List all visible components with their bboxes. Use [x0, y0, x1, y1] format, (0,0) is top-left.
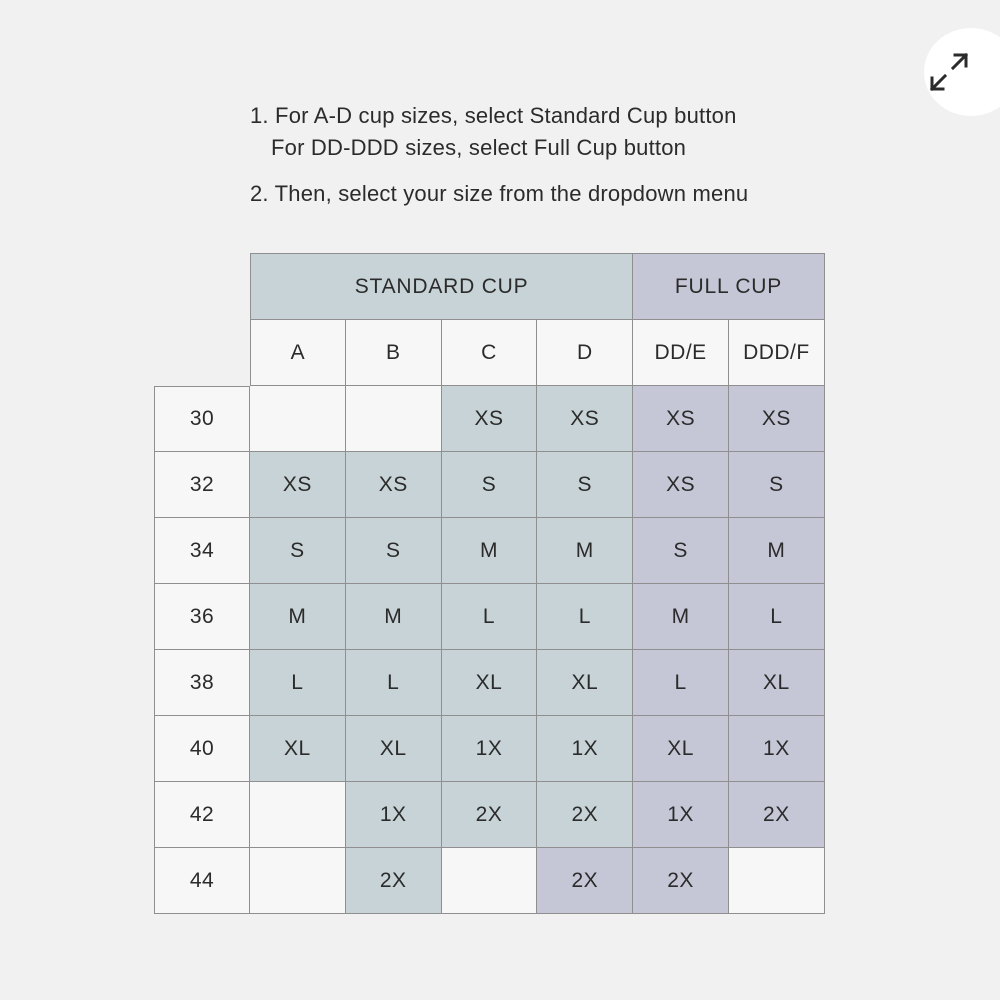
size-cell: M: [633, 584, 729, 650]
size-cell: 1X: [729, 716, 825, 782]
size-cell: L: [250, 650, 346, 716]
size-cell: 2X: [537, 782, 633, 848]
expand-arrows-icon: [927, 50, 971, 94]
standard-cup-header: STANDARD CUP: [250, 253, 633, 320]
band-size-40: 40: [154, 716, 250, 782]
size-cell: XL: [346, 716, 442, 782]
size-cell: S: [442, 452, 538, 518]
instruction-step-1-cont: For DD-DDD sizes, select Full Cup button: [271, 135, 687, 160]
size-cell: 2X: [442, 782, 538, 848]
size-cell: 2X: [729, 782, 825, 848]
cup-header-3: D: [537, 320, 633, 386]
size-cell: S: [537, 452, 633, 518]
size-cell: [250, 848, 346, 914]
band-size-34: 34: [154, 518, 250, 584]
size-cell: [250, 386, 346, 452]
size-cell: XL: [729, 650, 825, 716]
cup-header-2: C: [442, 320, 538, 386]
size-cell: L: [537, 584, 633, 650]
band-size-32: 32: [154, 452, 250, 518]
instruction-step-1: 1. For A-D cup sizes, select Standard Cup button: [250, 103, 737, 128]
cup-header-1: B: [346, 320, 442, 386]
size-cell: L: [346, 650, 442, 716]
size-cell: L: [729, 584, 825, 650]
band-size-44: 44: [154, 848, 250, 914]
size-cell: S: [729, 452, 825, 518]
size-cell: 1X: [633, 782, 729, 848]
size-cell: XS: [250, 452, 346, 518]
size-cell: XS: [633, 452, 729, 518]
size-cell: XS: [442, 386, 538, 452]
size-cell: S: [346, 518, 442, 584]
size-cell: XL: [633, 716, 729, 782]
size-cell: [250, 782, 346, 848]
instruction-step-2: 2. Then, select your size from the dropdown menu: [250, 181, 749, 206]
cup-header-4: DD/E: [633, 320, 729, 386]
instructions: [250, 100, 870, 210]
size-cell: 2X: [346, 848, 442, 914]
size-cell: 1X: [346, 782, 442, 848]
band-size-36: 36: [154, 584, 250, 650]
size-cell: [442, 848, 538, 914]
size-cell: XL: [537, 650, 633, 716]
size-cell: S: [250, 518, 346, 584]
band-size-30: 30: [154, 386, 250, 452]
size-cell: XS: [729, 386, 825, 452]
size-cell: 2X: [633, 848, 729, 914]
size-cell: [729, 848, 825, 914]
size-cell: XL: [442, 650, 538, 716]
size-cell: L: [442, 584, 538, 650]
size-cell: M: [537, 518, 633, 584]
size-cell: 2X: [537, 848, 633, 914]
size-cell: L: [633, 650, 729, 716]
size-cell: 1X: [442, 716, 538, 782]
size-cell: XS: [346, 452, 442, 518]
band-size-38: 38: [154, 650, 250, 716]
size-cell: M: [442, 518, 538, 584]
size-cell: S: [633, 518, 729, 584]
size-cell: M: [250, 584, 346, 650]
size-cell: XL: [250, 716, 346, 782]
size-cell: 1X: [537, 716, 633, 782]
size-cell: XS: [633, 386, 729, 452]
size-cell: M: [729, 518, 825, 584]
expand-button[interactable]: [924, 28, 1000, 116]
size-cell: M: [346, 584, 442, 650]
band-size-42: 42: [154, 782, 250, 848]
cup-header-0: A: [250, 320, 346, 386]
size-cell: XS: [537, 386, 633, 452]
full-cup-header: FULL CUP: [633, 253, 825, 320]
cup-header-5: DDD/F: [729, 320, 825, 386]
size-cell: [346, 386, 442, 452]
